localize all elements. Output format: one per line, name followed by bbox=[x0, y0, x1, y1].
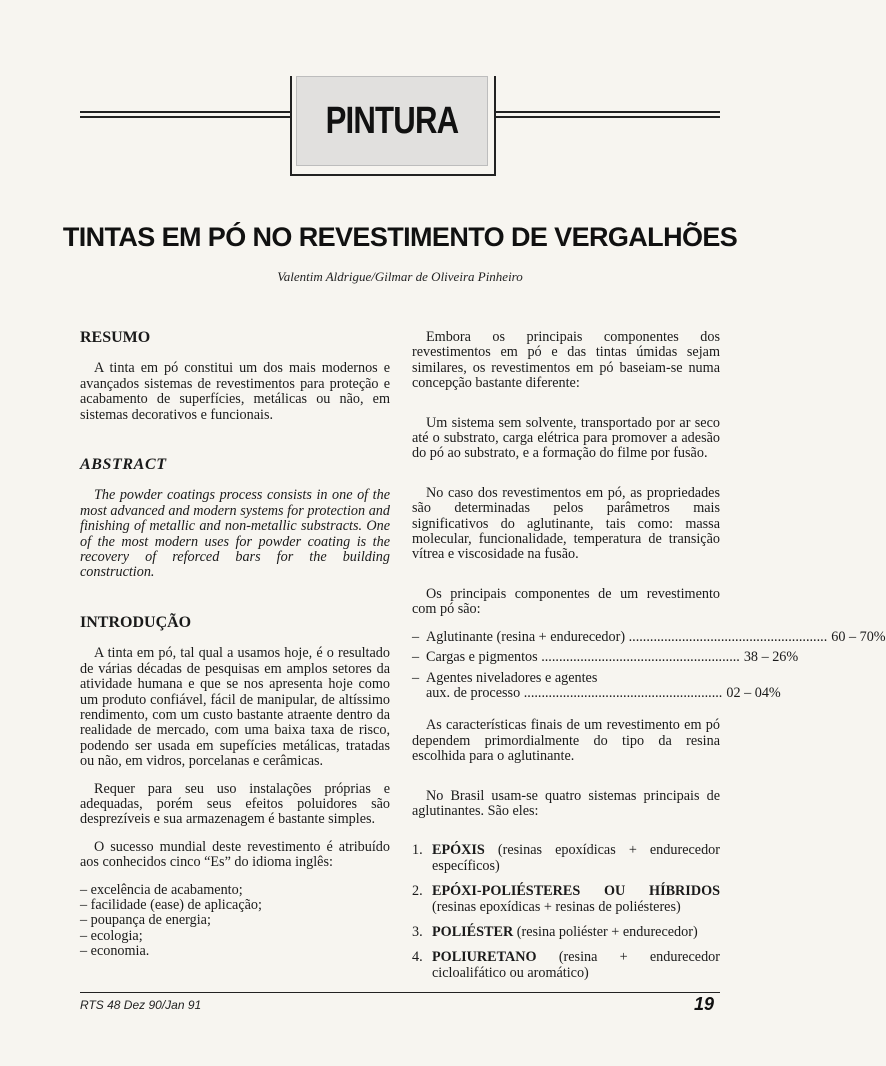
right-paragraph-3: No caso dos revestimentos em pó, as propriedades são determinadas pelos parâmetros mais significativos do aglutinante, tais como: massa molecular, funcionalidade, temperatura de transição vítrea e viscosidade na fusão. bbox=[412, 484, 720, 563]
list-item: 1. EPÓXIS (resinas epoxídicas + endurecedor específicos) bbox=[412, 842, 720, 874]
list-item: 4. POLIURETANO (resina + endurecedor cicloalifático ou aromático) bbox=[412, 949, 720, 981]
list-item: – ecologia; bbox=[80, 927, 143, 944]
list-item: – economia. bbox=[80, 943, 150, 960]
list-item: – poupança de energia; bbox=[80, 912, 211, 929]
list-item: 3. POLIÉSTER (resina poliéster + endurecedor) bbox=[412, 923, 698, 940]
list-item: – facilidade (ease) de aplicação; bbox=[80, 896, 262, 913]
introducao-heading: INTRODUÇÃO bbox=[80, 613, 192, 631]
page-number: 19 bbox=[693, 994, 714, 1014]
list-item: – Cargas e pigmentos ..... 38 – 26% bbox=[412, 650, 720, 665]
right-column bbox=[412, 329, 886, 991]
intro-paragraph-1: A tinta em pó, tal qual a usamos hoje, é o resultado de várias décadas de pesquisas em amplos setores da atividade humana e que se nos apresenta hoje como um produto confiável, fácil de manipular, de altíssimo rendimento, com um custo bastante atraente dentro da realidade de mercado, com uma baixa taxa de risco, podendo ser usada em supefícies metálicas, tratadas ou não, em vidros, porcelanas e cerâmicas. bbox=[80, 645, 390, 770]
binder-systems-list bbox=[412, 843, 720, 981]
issue-label: RTS 48 Dez 90/Jan 91 bbox=[80, 998, 202, 1012]
resumo-heading: RESUMO bbox=[80, 329, 151, 346]
article-authors: Valentim Aldrigue/Gilmar de Oliveira Pinheiro bbox=[277, 269, 523, 284]
header-rule-right bbox=[496, 111, 720, 118]
article-title: TINTAS EM PÓ NO REVESTIMENTO DE VERGALHÕES bbox=[62, 222, 738, 252]
header-rule-left bbox=[80, 111, 290, 118]
list-item: – Agentes niveladores e agentes aux. de processo ..... 02 – 04% bbox=[412, 671, 720, 702]
intro-paragraph-3: O sucesso mundial deste revestimento é atribuído aos conhecidos cinco “Es” do idioma inglês: bbox=[80, 838, 390, 871]
section-tab bbox=[296, 76, 488, 166]
right-paragraph-2: Um sistema sem solvente, transportado por ar seco até o substrato, carga elétrica para promover a adesão do pó ao substrato, e a formação do filme por fusão. bbox=[412, 414, 720, 462]
footer-rule bbox=[80, 992, 720, 993]
right-paragraph-1: Embora os principais componentes dos revestimentos em pó e das tintas úmidas sejam similares, os revestimentos em pó baseiam-se numa concepção bastante diferente: bbox=[412, 329, 720, 392]
list-item: 2. EPÓXI-POLIÉSTERES OU HÍBRIDOS (resinas epoxídicas + resinas de poliésteres) bbox=[412, 883, 720, 915]
right-paragraph-5: As características finais de um revestimento em pó dependem primordialmente do tipo da resina escolhida para o aglutinante. bbox=[412, 717, 720, 765]
intro-paragraph-2: Requer para seu uso instalações próprias e adequadas, porém seus efeitos poluidores são desprezíveis e sua armazenagem é bastante simples. bbox=[80, 780, 390, 828]
list-item: – Aglutinante (resina + endurecedor) ..... 60 – 70% bbox=[412, 630, 720, 645]
resumo-text: A tinta em pó constitui um dos mais modernos e avançados sistemas de revestimentos para proteção e acabamento de superfícies, metálicas ou não, em sistemas decorativos e funcionais. bbox=[80, 360, 390, 423]
section-label: PINTURA bbox=[325, 99, 459, 142]
right-paragraph-6: No Brasil usam-se quatro sistemas principais de aglutinantes. São eles: bbox=[412, 787, 720, 819]
components-list bbox=[412, 628, 886, 702]
abstract-text: The powder coatings process consists in one of the most advanced and modern systems for protection and finishing of metallic and non-metallic substracts. One of the most modern uses for powder coating is the recovery of reforced bars for the building construction. bbox=[80, 487, 390, 581]
right-paragraph-4: Os principais componentes de um revestimento com pó são: bbox=[412, 585, 720, 618]
abstract-heading: ABSTRACT bbox=[80, 456, 167, 474]
five-es-list bbox=[80, 883, 390, 960]
list-item: – excelência de acabamento; bbox=[80, 881, 243, 898]
left-column bbox=[80, 330, 390, 960]
